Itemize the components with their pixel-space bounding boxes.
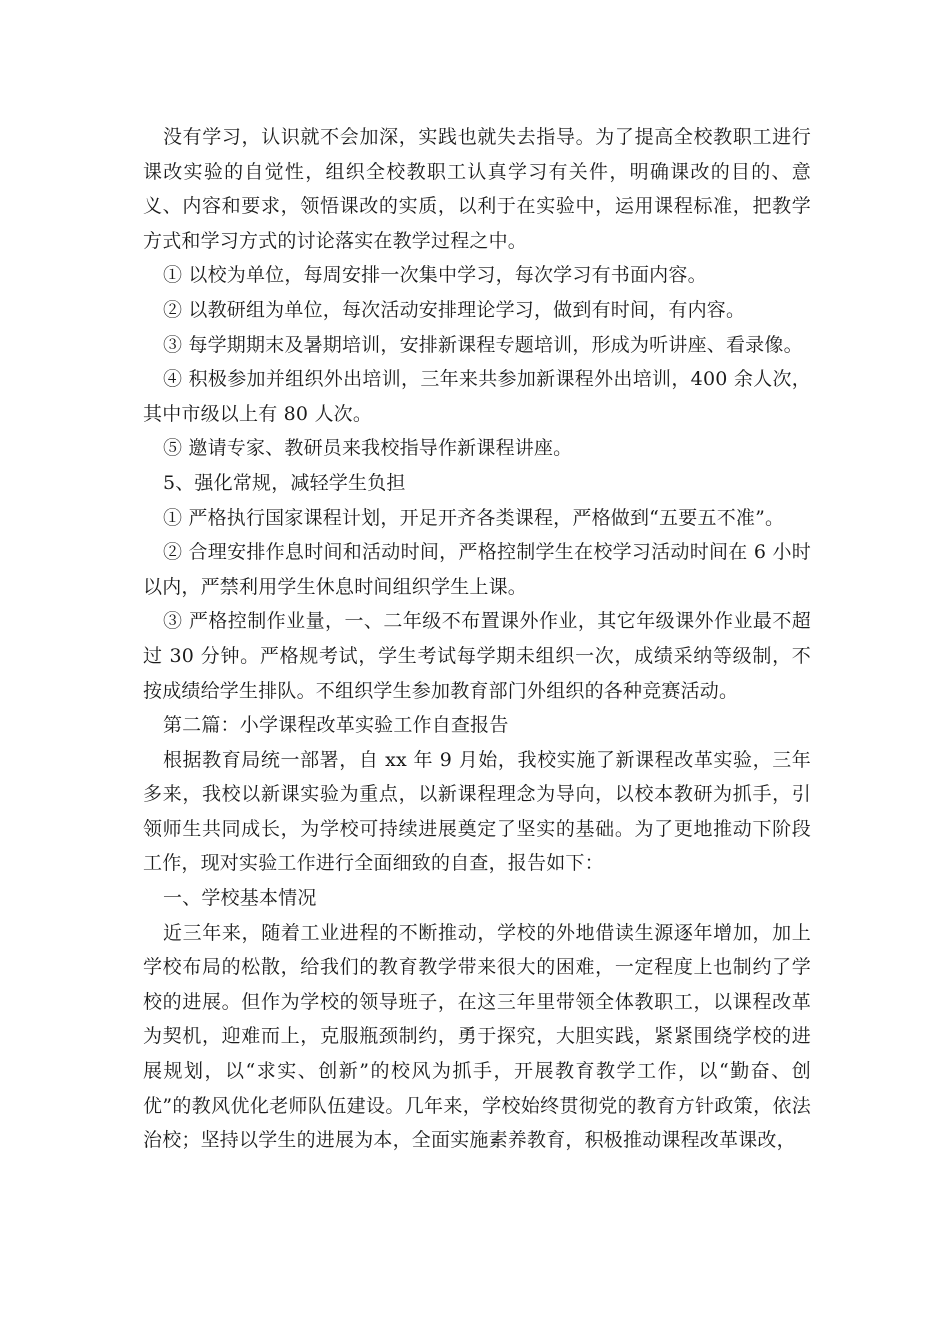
list-item-homework: ③ 严格控制作业量，一、二年级不布置课外作业，其它年级课外作业最不超过 30 分钟。严格规考试，学生考试每学期未组织一次，成绩采纳等级制，不按成绩给学生排队。不组织学生参加教育部门外组织的各种竞赛活动。 [143,610,811,702]
list-item-group-study: ② 以教研组为单位，每次活动安排理论学习，做到有时间，有内容。 [162,298,746,321]
paragraph-report-intro: 根据教育局统一部署，自 xx 年 9 月始，我校实施了新课程改革实验，三年多来，我校以新课实验为重点，以新课程理念为导向，以校本教研为抓手，引领师生共同成长，为学校可持续进展奠定了坚实的基础。为了更地推动下阶段工作，现对实验工作进行全面细致的自查，报告如下： [143,748,811,875]
list-item-national-curriculum: ① 严格执行国家课程计划，开足开齐各类课程，严格做到“五要五不准”。 [162,506,785,529]
list-item-term-training: ③ 每学期期末及暑期培训，安排新课程专题培训，形成为听讲座、看录像。 [162,333,803,356]
document-body [143,120,811,1158]
list-item-weekly-study: ① 以校为单位，每周安排一次集中学习，每次学习有书面内容。 [162,264,707,287]
paragraph-school-basics: 近三年来，随着工业进程的不断推动，学校的外地借读生源逐年增加，加上学校布局的松散，给我们的教育教学带来很大的困难，一定程度上也制约了学校的进展。但作为学校的领导班子，在这三年里带领全体教职工，以课程改革为契机，迎难而上，克服瓶颈制约，勇于探究，大胆实践，紧紧围绕学校的进展规划，以“求实、创新”的校风为抓手，开展教育教学工作，以“勤奋、创优”的教风优化老师队伍建设。几年来，学校始终贯彻党的教育方针政策，依法治校；坚持以学生的进展为本，全面实施素养教育，积极推动课程改革课改， [143,921,811,1152]
list-item-expert-lectures: ⑤ 邀请专家、教研员来我校指导作新课程讲座。 [162,437,573,460]
chapter-heading-part-two: 第二篇：小学课程改革实验工作自查报告 [162,714,509,737]
list-item-schedule: ② 合理安排作息时间和活动时间，严格控制学生在校学习活动时间在 6 小时以内，严禁利用学生休息时间组织学生上课。 [143,541,811,598]
section-heading-reduce-burden: 5、强化常规，减轻学生负担 [162,471,406,494]
section-heading-school-basics: 一、学校基本情况 [162,887,317,910]
paragraph-study-intro: 没有学习，认识就不会加深，实践也就失去指导。为了提高全校教职工进行课改实验的自觉性，组织全校教职工认真学习有关件，明确课改的目的、意义、内容和要求，领悟课改的实质，以利于在实验中，运用课程标准，把教学方式和学习方式的讨论落实在教学过程之中。 [143,126,811,252]
list-item-external-training: ④ 积极参加并组织外出培训，三年来共参加新课程外出培训，400 余人次，其中市级以上有 80 人次。 [143,368,811,425]
